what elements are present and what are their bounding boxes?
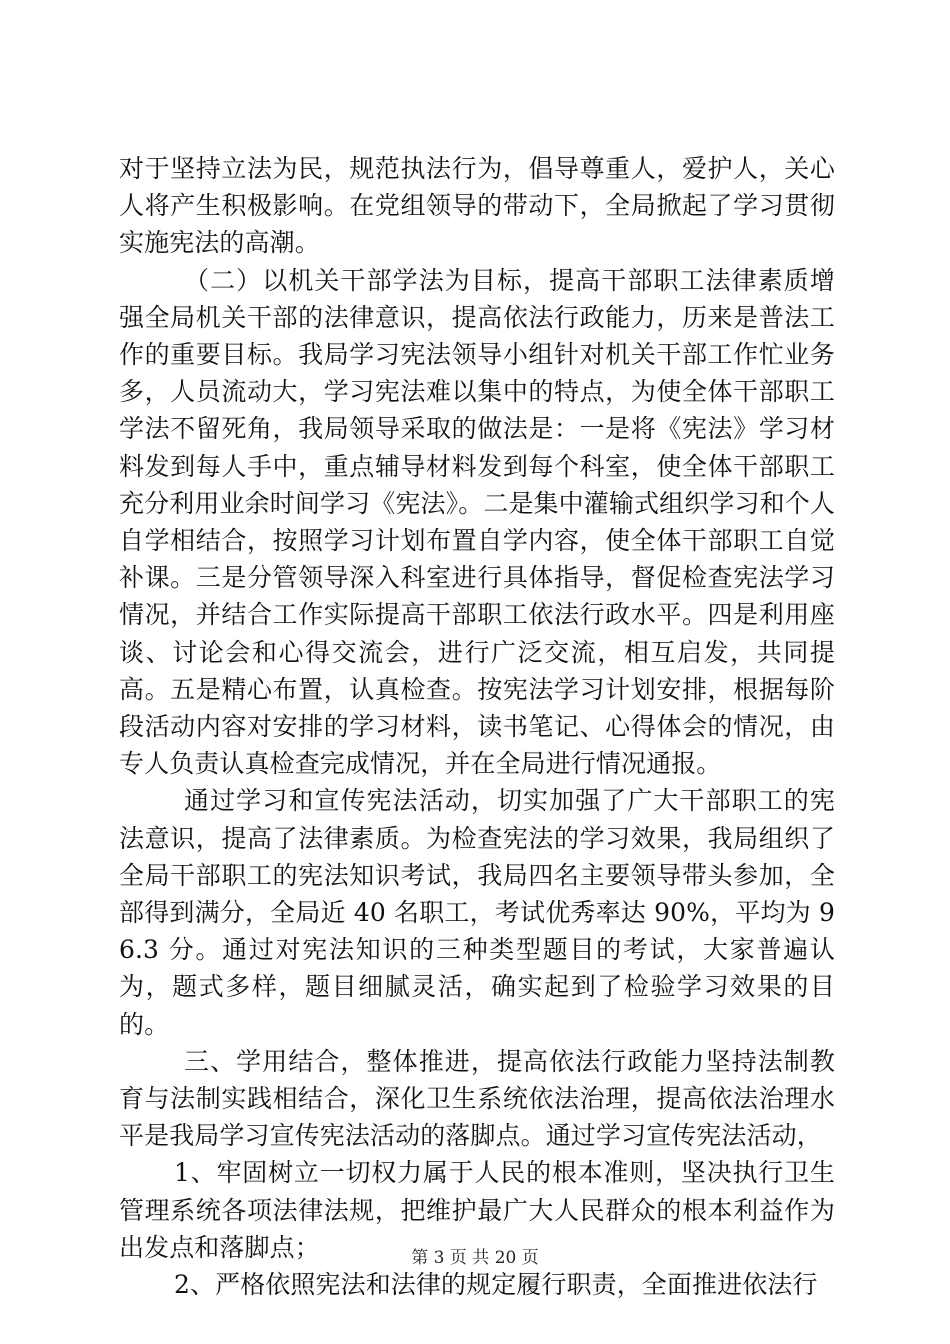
page-number-footer: 第 3 页 共 20 页 [411,1248,539,1268]
paragraph-3: 通过学习和宣传宪法活动，切实加强了广大干部职工的宪法意识，提高了法律素质。为检查宪法的学习效果，我局组织了全局干部职工的宪法知识考试，我局四名主要领导带头参加，全部得到满分，全局近 40 名职工，考试优秀率达 90%，平均为 96.3 分。通过对宪法知识的三种类型题目的考试，大家普遍认为，题式多样，题目细腻灵活，确实起到了检验学习效果的目的。 [119,786,835,1039]
document-body [119,150,835,1303]
list-item-2: 2、严格依照宪法和法律的规定履行职责，全面推进依法行 [174,1270,818,1300]
list-item-1: 1、牢固树立一切权力属于人民的根本准则，坚决执行卫生管理系统各项法律法规，把维护最广大人民群众的根本利益作为出发点和落脚点； [119,1158,835,1262]
paragraph-1: 对于坚持立法为民，规范执法行为，倡导尊重人，爱护人，关心人将产生积极影响。在党组领导的带动下，全局掀起了学习贯彻实施宪法的高潮。 [119,154,835,258]
paragraph-4: 三、学用结合，整体推进，提高依法行政能力坚持法制教育与法制实践相结合，深化卫生系统依法治理，提高依法治理水平是我局学习宣传宪法活动的落脚点。通过学习宣传宪法活动， [119,1046,835,1151]
paragraph-2: （二）以机关干部学法为目标，提高干部职工法律素质增强全局机关干部的法律意识，提高依法行政能力，历来是普法工作的重要目标。我局学习宪法领导小组针对机关干部工作忙业务多，人员流动大，学习宪法难以集中的特点，为使全体干部职工学法不留死角，我局领导采取的做法是：一是将《宪法》学习材料发到每人手中，重点辅导材料发到每个科室，使全体干部职工充分利用业余时间学习《宪法》。二是集中灌输式组织学习和个人自学相结合，按照学习计划布置自学内容，使全体干部职工自觉补课。三是分管领导深入科室进行具体指导，督促检查宪法学习情况，并结合工作实际提高干部职工依法行政水平。四是利用座谈、讨论会和心得交流会，进行广泛交流，相互启发，共同提高。五是精心布置，认真检查。按宪法学习计划安排，根据每阶段活动内容对安排的学习材料，读书笔记、心得体会的情况，由专人负责认真检查完成情况，并在全局进行情况通报。 [119,265,835,779]
